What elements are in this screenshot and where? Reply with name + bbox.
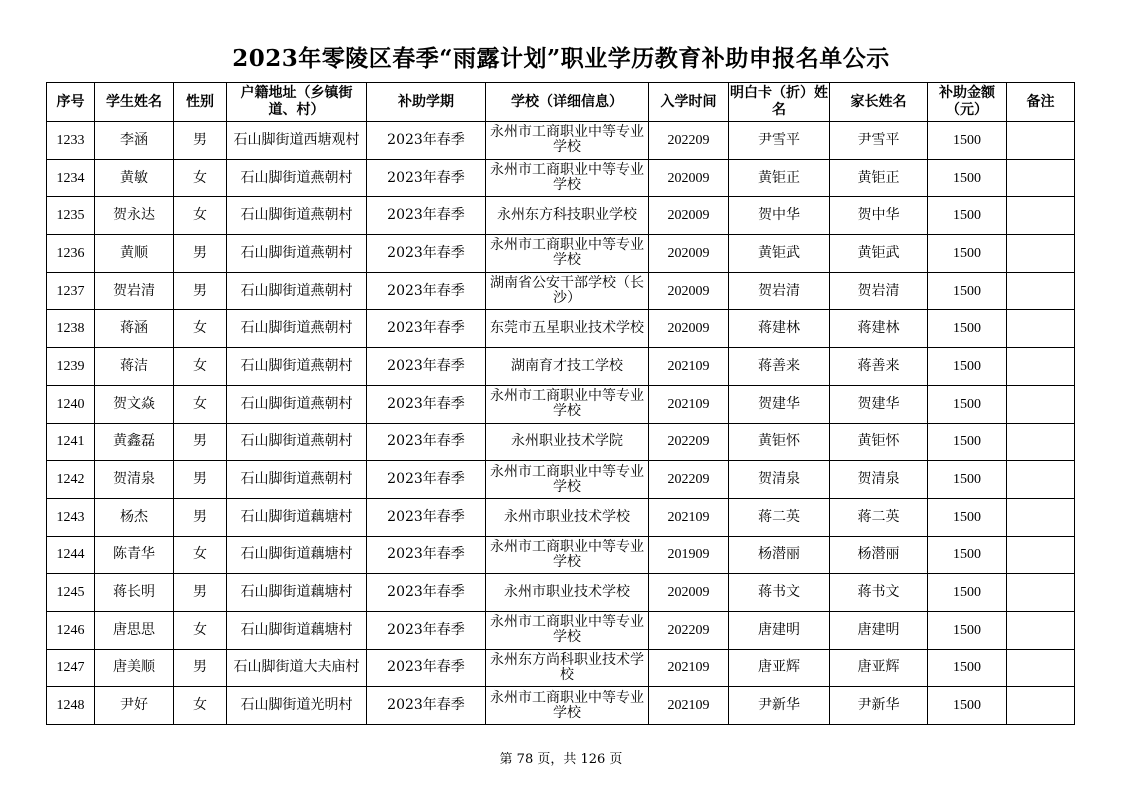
cell-school: 永州市职业技术学校 (486, 574, 649, 612)
cell-address: 石山脚街道藕塘村 (227, 574, 367, 612)
col-header-enroll-time: 入学时间 (649, 83, 729, 122)
cell-enroll-time: 202109 (649, 687, 729, 725)
col-header-student-name: 学生姓名 (95, 83, 174, 122)
page-footer: 第 78 页，共 126 页 (499, 752, 623, 767)
cell-term: 2023年春季 (367, 159, 486, 197)
cell-address: 石山脚街道藕塘村 (227, 536, 367, 574)
cell-note (1007, 423, 1075, 461)
cell-no: 1238 (47, 310, 95, 348)
cell-student-name: 黄鑫磊 (95, 423, 174, 461)
table-row (47, 536, 1075, 574)
cell-gender: 男 (174, 461, 227, 499)
table-row (47, 122, 1075, 160)
cell-student-name: 陈青华 (95, 536, 174, 574)
cell-card-name: 蒋二英 (729, 498, 830, 536)
cell-amount: 1500 (928, 159, 1007, 197)
table-body (47, 122, 1075, 725)
cell-parent: 蒋建林 (830, 310, 928, 348)
cell-card-name: 尹新华 (729, 687, 830, 725)
col-header-address: 户籍地址（乡镇街道、村） (227, 83, 367, 122)
cell-student-name: 唐思思 (95, 611, 174, 649)
cell-amount: 1500 (928, 423, 1007, 461)
cell-student-name: 黄敏 (95, 159, 174, 197)
cell-parent: 尹雪平 (830, 122, 928, 160)
cell-school: 永州市工商职业中等专业学校 (486, 159, 649, 197)
cell-amount: 1500 (928, 235, 1007, 273)
cell-school: 东莞市五星职业技术学校 (486, 310, 649, 348)
cell-address: 石山脚街道藕塘村 (227, 498, 367, 536)
cell-address: 石山脚街道燕朝村 (227, 461, 367, 499)
table-row (47, 461, 1075, 499)
cell-amount: 1500 (928, 348, 1007, 386)
cell-student-name: 尹好 (95, 687, 174, 725)
cell-term: 2023年春季 (367, 423, 486, 461)
cell-address: 石山脚街道燕朝村 (227, 159, 367, 197)
cell-term: 2023年春季 (367, 574, 486, 612)
cell-term: 2023年春季 (367, 611, 486, 649)
cell-card-name: 杨潜丽 (729, 536, 830, 574)
cell-enroll-time: 202109 (649, 348, 729, 386)
cell-student-name: 蒋洁 (95, 348, 174, 386)
cell-no: 1239 (47, 348, 95, 386)
cell-amount: 1500 (928, 611, 1007, 649)
cell-enroll-time: 202009 (649, 197, 729, 235)
cell-note (1007, 310, 1075, 348)
cell-student-name: 贺文焱 (95, 385, 174, 423)
cell-student-name: 贺岩清 (95, 272, 174, 310)
page-title: 2023年零陵区春季“雨露计划”职业学历教育补助申报名单公示 (232, 45, 890, 72)
cell-card-name: 贺清泉 (729, 461, 830, 499)
table-row (47, 272, 1075, 310)
cell-gender: 男 (174, 423, 227, 461)
cell-amount: 1500 (928, 687, 1007, 725)
cell-enroll-time: 202209 (649, 122, 729, 160)
cell-amount: 1500 (928, 197, 1007, 235)
cell-parent: 黄钜武 (830, 235, 928, 273)
cell-amount: 1500 (928, 310, 1007, 348)
cell-gender: 女 (174, 687, 227, 725)
cell-card-name: 尹雪平 (729, 122, 830, 160)
cell-gender: 男 (174, 122, 227, 160)
cell-term: 2023年春季 (367, 122, 486, 160)
cell-parent: 黄钜怀 (830, 423, 928, 461)
cell-no: 1248 (47, 687, 95, 725)
cell-gender: 女 (174, 197, 227, 235)
table-row (47, 498, 1075, 536)
cell-enroll-time: 202009 (649, 272, 729, 310)
cell-card-name: 蒋善来 (729, 348, 830, 386)
table-row (47, 423, 1075, 461)
cell-parent: 尹新华 (830, 687, 928, 725)
cell-student-name: 蒋长明 (95, 574, 174, 612)
cell-no: 1247 (47, 649, 95, 687)
cell-enroll-time: 202009 (649, 574, 729, 612)
cell-school: 永州职业技术学院 (486, 423, 649, 461)
cell-enroll-time: 202209 (649, 611, 729, 649)
cell-amount: 1500 (928, 536, 1007, 574)
cell-card-name: 贺中华 (729, 197, 830, 235)
cell-note (1007, 687, 1075, 725)
cell-no: 1236 (47, 235, 95, 273)
cell-note (1007, 461, 1075, 499)
cell-address: 石山脚街道燕朝村 (227, 385, 367, 423)
cell-school: 永州市工商职业中等专业学校 (486, 235, 649, 273)
cell-address: 石山脚街道大夫庙村 (227, 649, 367, 687)
cell-enroll-time: 202009 (649, 310, 729, 348)
table-row (47, 235, 1075, 273)
cell-parent: 蒋二英 (830, 498, 928, 536)
cell-gender: 男 (174, 272, 227, 310)
cell-no: 1243 (47, 498, 95, 536)
cell-enroll-time: 202109 (649, 649, 729, 687)
table-row (47, 197, 1075, 235)
table-row (47, 310, 1075, 348)
cell-card-name: 唐建明 (729, 611, 830, 649)
cell-card-name: 黄钜武 (729, 235, 830, 273)
cell-no: 1234 (47, 159, 95, 197)
cell-note (1007, 498, 1075, 536)
cell-note (1007, 272, 1075, 310)
cell-student-name: 贺永达 (95, 197, 174, 235)
table-row (47, 385, 1075, 423)
cell-card-name: 蒋建林 (729, 310, 830, 348)
cell-student-name: 贺清泉 (95, 461, 174, 499)
cell-note (1007, 159, 1075, 197)
cell-student-name: 杨杰 (95, 498, 174, 536)
cell-gender: 女 (174, 159, 227, 197)
table-row (47, 574, 1075, 612)
cell-student-name: 李涵 (95, 122, 174, 160)
cell-note (1007, 611, 1075, 649)
cell-enroll-time: 202109 (649, 385, 729, 423)
cell-note (1007, 122, 1075, 160)
col-header-no: 序号 (47, 83, 95, 122)
cell-card-name: 黄钜怀 (729, 423, 830, 461)
cell-note (1007, 385, 1075, 423)
cell-no: 1246 (47, 611, 95, 649)
cell-no: 1244 (47, 536, 95, 574)
cell-amount: 1500 (928, 498, 1007, 536)
cell-term: 2023年春季 (367, 197, 486, 235)
cell-school: 永州市工商职业中等专业学校 (486, 687, 649, 725)
cell-gender: 女 (174, 348, 227, 386)
roster-table (46, 82, 1075, 725)
cell-term: 2023年春季 (367, 348, 486, 386)
cell-school: 湖南省公安干部学校（长沙） (486, 272, 649, 310)
cell-address: 石山脚街道燕朝村 (227, 272, 367, 310)
cell-address: 石山脚街道燕朝村 (227, 310, 367, 348)
cell-term: 2023年春季 (367, 461, 486, 499)
cell-school: 永州市职业技术学校 (486, 498, 649, 536)
cell-enroll-time: 202109 (649, 498, 729, 536)
cell-school: 永州东方科技职业学校 (486, 197, 649, 235)
cell-parent: 杨潜丽 (830, 536, 928, 574)
col-header-card-name: 明白卡（折）姓名 (729, 83, 830, 122)
cell-address: 石山脚街道燕朝村 (227, 423, 367, 461)
cell-parent: 贺清泉 (830, 461, 928, 499)
cell-note (1007, 197, 1075, 235)
cell-parent: 蒋书文 (830, 574, 928, 612)
cell-no: 1240 (47, 385, 95, 423)
col-header-gender: 性别 (174, 83, 227, 122)
cell-parent: 唐建明 (830, 611, 928, 649)
cell-school: 湖南育才技工学校 (486, 348, 649, 386)
cell-school: 永州东方尚科职业技术学校 (486, 649, 649, 687)
cell-term: 2023年春季 (367, 235, 486, 273)
cell-enroll-time: 202209 (649, 461, 729, 499)
cell-no: 1242 (47, 461, 95, 499)
cell-address: 石山脚街道西塘观村 (227, 122, 367, 160)
col-header-parent: 家长姓名 (830, 83, 928, 122)
cell-school: 永州市工商职业中等专业学校 (486, 611, 649, 649)
cell-term: 2023年春季 (367, 649, 486, 687)
table-row (47, 649, 1075, 687)
table-row (47, 687, 1075, 725)
cell-student-name: 黄顺 (95, 235, 174, 273)
cell-enroll-time: 202009 (649, 235, 729, 273)
cell-term: 2023年春季 (367, 272, 486, 310)
cell-note (1007, 536, 1075, 574)
cell-address: 石山脚街道燕朝村 (227, 235, 367, 273)
cell-no: 1233 (47, 122, 95, 160)
cell-note (1007, 649, 1075, 687)
cell-gender: 女 (174, 310, 227, 348)
cell-card-name: 黄钜正 (729, 159, 830, 197)
cell-no: 1241 (47, 423, 95, 461)
cell-amount: 1500 (928, 461, 1007, 499)
cell-amount: 1500 (928, 122, 1007, 160)
cell-no: 1235 (47, 197, 95, 235)
cell-student-name: 唐美顺 (95, 649, 174, 687)
cell-amount: 1500 (928, 272, 1007, 310)
cell-parent: 蒋善来 (830, 348, 928, 386)
cell-parent: 贺中华 (830, 197, 928, 235)
cell-amount: 1500 (928, 649, 1007, 687)
cell-address: 石山脚街道藕塘村 (227, 611, 367, 649)
cell-term: 2023年春季 (367, 498, 486, 536)
cell-term: 2023年春季 (367, 536, 486, 574)
cell-gender: 男 (174, 574, 227, 612)
table-row (47, 159, 1075, 197)
col-header-amount: 补助金额（元） (928, 83, 1007, 122)
cell-address: 石山脚街道光明村 (227, 687, 367, 725)
col-header-note: 备注 (1007, 83, 1075, 122)
cell-enroll-time: 201909 (649, 536, 729, 574)
cell-school: 永州市工商职业中等专业学校 (486, 385, 649, 423)
cell-card-name: 贺建华 (729, 385, 830, 423)
header-row (47, 83, 1075, 122)
cell-no: 1245 (47, 574, 95, 612)
table-row (47, 348, 1075, 386)
cell-parent: 贺岩清 (830, 272, 928, 310)
cell-enroll-time: 202209 (649, 423, 729, 461)
cell-gender: 男 (174, 235, 227, 273)
cell-gender: 男 (174, 649, 227, 687)
col-header-term: 补助学期 (367, 83, 486, 122)
cell-no: 1237 (47, 272, 95, 310)
cell-term: 2023年春季 (367, 310, 486, 348)
cell-address: 石山脚街道燕朝村 (227, 197, 367, 235)
cell-enroll-time: 202009 (649, 159, 729, 197)
cell-card-name: 贺岩清 (729, 272, 830, 310)
cell-school: 永州市工商职业中等专业学校 (486, 536, 649, 574)
cell-gender: 女 (174, 385, 227, 423)
cell-amount: 1500 (928, 385, 1007, 423)
cell-amount: 1500 (928, 574, 1007, 612)
cell-term: 2023年春季 (367, 385, 486, 423)
cell-card-name: 唐亚辉 (729, 649, 830, 687)
cell-note (1007, 574, 1075, 612)
cell-gender: 男 (174, 498, 227, 536)
cell-school: 永州市工商职业中等专业学校 (486, 122, 649, 160)
col-header-school: 学校（详细信息） (486, 83, 649, 122)
cell-gender: 女 (174, 611, 227, 649)
cell-parent: 黄钜正 (830, 159, 928, 197)
cell-student-name: 蒋涵 (95, 310, 174, 348)
cell-note (1007, 348, 1075, 386)
cell-school: 永州市工商职业中等专业学校 (486, 461, 649, 499)
cell-gender: 女 (174, 536, 227, 574)
cell-card-name: 蒋书文 (729, 574, 830, 612)
cell-parent: 唐亚辉 (830, 649, 928, 687)
cell-address: 石山脚街道燕朝村 (227, 348, 367, 386)
cell-note (1007, 235, 1075, 273)
table-row (47, 611, 1075, 649)
cell-term: 2023年春季 (367, 687, 486, 725)
cell-parent: 贺建华 (830, 385, 928, 423)
